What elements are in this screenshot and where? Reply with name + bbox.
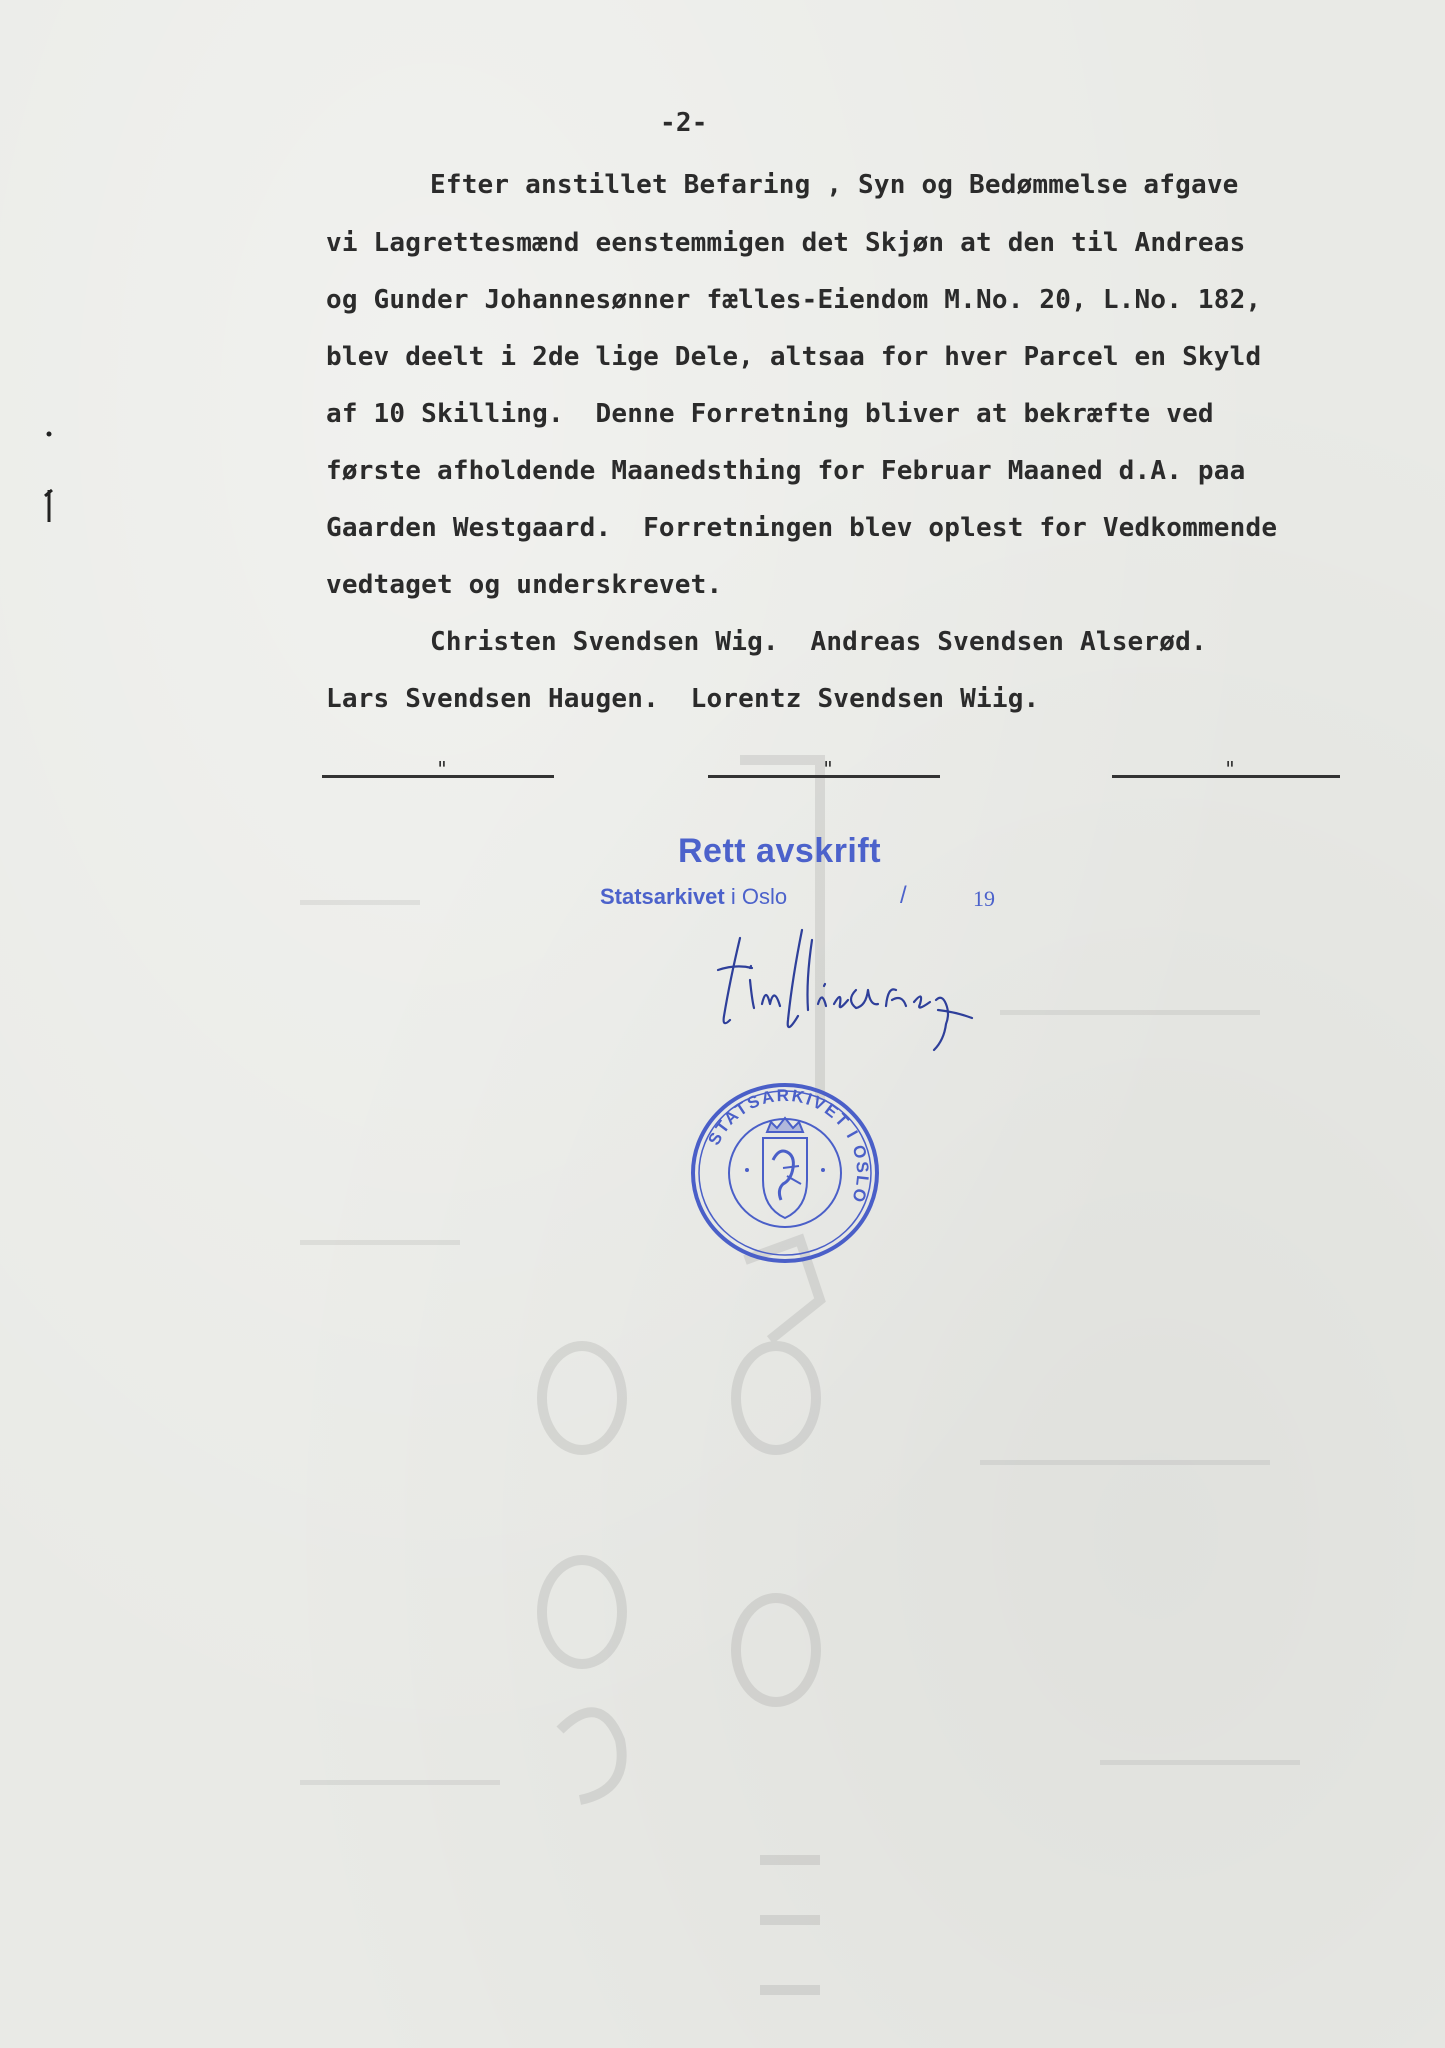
text-line-2: vi Lagrettesmænd eenstemmigen det Skjøn at den til Andreas bbox=[326, 228, 1246, 258]
text-line-4: blev deelt i 2de lige Dele, altsaa for hver Parcel en Skyld bbox=[326, 342, 1262, 372]
text-line-1: Efter anstillet Befaring , Syn og Bedømmelse afgave bbox=[430, 170, 1239, 200]
text-line-5: af 10 Skilling. Denne Forretning bliver at bekræfte ved bbox=[326, 399, 1214, 429]
page-number: -2- bbox=[660, 108, 708, 138]
text-line-8: vedtaget og underskrevet. bbox=[326, 570, 723, 600]
stamp-office bbox=[600, 884, 787, 910]
ditto-mark-middle: " bbox=[822, 757, 835, 781]
text-line-3: og Gunder Johannesønner fælles-Eiendom M.No. 20, L.No. 182, bbox=[326, 285, 1262, 315]
signatory-line-2: Lars Svendsen Haugen. Lorentz Svendsen Wiig. bbox=[326, 684, 1040, 714]
handwritten-signature bbox=[710, 920, 1000, 1070]
archive-seal bbox=[687, 1080, 883, 1266]
ditto-mark-left: " bbox=[436, 757, 449, 781]
margin-marks bbox=[40, 430, 60, 530]
stamp-year: 19 bbox=[973, 886, 995, 911]
signatory-line-1: Christen Svendsen Wig. Andreas Svendsen Alserød. bbox=[430, 627, 1207, 657]
ditto-mark-right: " bbox=[1224, 757, 1237, 781]
stamp-date-slash: / bbox=[900, 882, 907, 909]
stamp-title: Rett avskrift bbox=[678, 832, 882, 870]
text-line-7: Gaarden Westgaard. Forretningen blev oplest for Vedkommende bbox=[326, 513, 1278, 543]
text-line-6: første afholdende Maanedsthing for Februar Maaned d.A. paa bbox=[326, 456, 1246, 486]
stamp-office-name: Statsarkivet bbox=[600, 884, 725, 909]
stamp-office-location: i Oslo bbox=[724, 884, 788, 909]
svg-text:STATSARKIVET I OSLO: STATSARKIVET I OSLO bbox=[704, 1085, 873, 1207]
